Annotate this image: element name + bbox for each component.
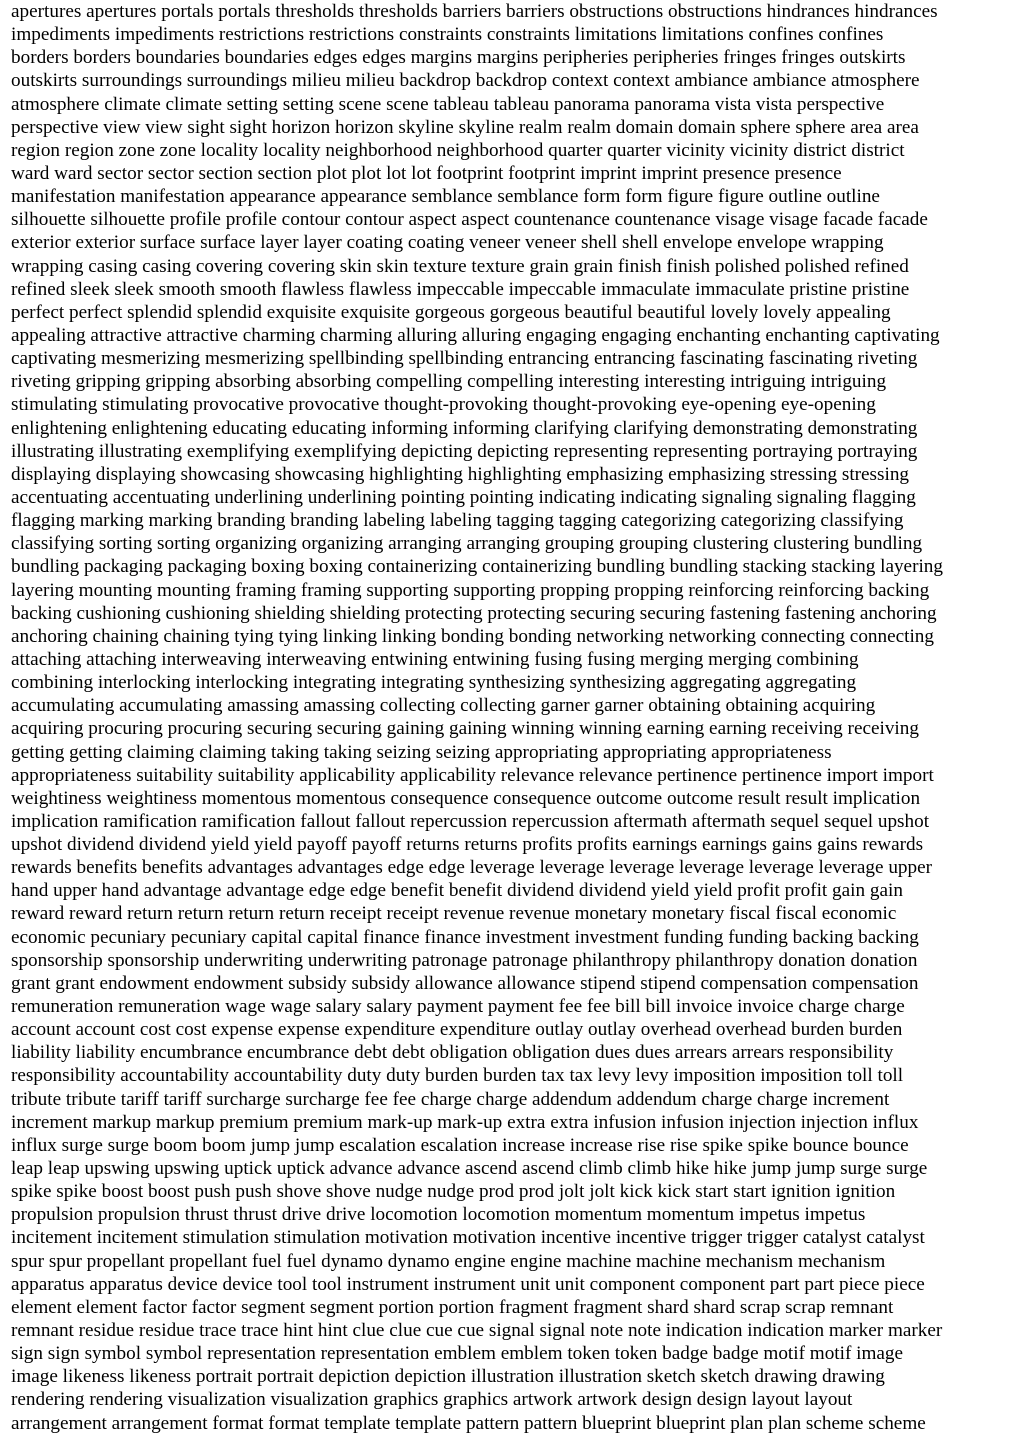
text-line: acquiring procuring procuring securing securing gaining gaining winning winning earning earning receiving receiving	[11, 718, 919, 740]
text-line: enlightening enlightening educating educating informing informing clarifying clarifying demonstrating demonstrating	[11, 417, 918, 439]
text-line: apparatus apparatus device device tool tool instrument instrument unit unit component component part part piece piece	[11, 1273, 925, 1295]
text-line: remuneration remuneration wage wage salary salary payment payment fee fee bill bill invoice invoice charge charge	[11, 996, 905, 1018]
text-line: liability liability encumbrance encumbrance debt debt obligation obligation dues dues arrears arrears responsibility	[11, 1042, 894, 1064]
text-line: spike spike boost boost push push shove shove nudge nudge prod prod jolt jolt kick kick start start ignition ignition	[11, 1181, 896, 1203]
text-line: sign sign symbol symbol representation representation emblem emblem token token badge badge motif motif image	[11, 1343, 904, 1365]
text-line: weightiness weightiness momentous momentous consequence consequence outcome outcome result result implication	[11, 787, 921, 809]
text-line: accumulating accumulating amassing amassing collecting collecting garner garner obtaining obtaining acquiring	[11, 695, 876, 717]
text-line: influx surge surge boom boom jump jump escalation escalation increase increase rise rise spike spike bounce bounce	[11, 1134, 909, 1156]
text-line: perfect perfect splendid splendid exquisite exquisite gorgeous gorgeous beautiful beautiful lovely lovely appealing	[11, 301, 891, 323]
text-line: layering mounting mounting framing framing supporting supporting propping propping reinforcing reinforcing backing	[11, 579, 930, 601]
text-line: appropriateness suitability suitability applicability applicability relevance relevance pertinence pertinence import import	[11, 764, 934, 786]
text-line: backing cushioning cushioning shielding shielding protecting protecting securing securing fastening fastening anchoring	[11, 602, 937, 624]
text-line: stimulating stimulating provocative provocative thought-provoking thought-provoking eye-opening eye-opening	[11, 394, 876, 416]
text-line: atmosphere climate climate setting setting scene scene tableau tableau panorama panorama vista vista perspective	[11, 93, 885, 115]
text-line: bundling packaging packaging boxing boxing containerizing containerizing bundling bundling stacking stacking layering	[11, 556, 943, 578]
text-line: reward reward return return return return receipt receipt revenue revenue monetary monetary fiscal fiscal economic	[11, 903, 897, 925]
text-line: implication ramification ramification fallout fallout repercussion repercussion aftermath aftermath sequel sequel upshot	[11, 810, 930, 832]
text-line: increment markup markup premium premium mark-up mark-up extra extra infusion infusion injection injection influx	[11, 1111, 919, 1133]
text-line: responsibility accountability accountability duty duty burden burden tax tax levy levy imposition imposition toll toll	[11, 1065, 904, 1087]
text-line: exterior exterior surface surface layer layer coating coating veneer veneer shell shell envelope envelope wrapping	[11, 232, 884, 254]
text-line: flagging marking marking branding branding labeling labeling tagging tagging categorizing categorizing classifying	[11, 510, 904, 532]
text-line: grant grant endowment endowment subsidy subsidy allowance allowance stipend stipend compensation compensation	[11, 972, 919, 994]
text-line: anchoring chaining chaining tying tying linking linking bonding bonding networking networking connecting connecting	[11, 625, 934, 647]
text-line: combining interlocking interlocking integrating integrating synthesizing synthesizing aggregating aggregating	[11, 672, 857, 694]
text-line: rewards benefits benefits advantages advantages edge edge leverage leverage leverage leverage leverage leverage upper	[11, 857, 933, 879]
text-line: impediments impediments restrictions restrictions constraints constraints limitations limitations confines confines	[11, 24, 884, 46]
text-line: hand upper hand advantage advantage edge edge benefit benefit dividend dividend yield yield profit profit gain gain	[11, 880, 903, 902]
text-line: displaying displaying showcasing showcasing highlighting highlighting emphasizing emphasizing stressing stressing	[11, 463, 910, 485]
text-line: remnant residue residue trace trace hint hint clue clue cue cue signal signal note note indication indication marker marker	[11, 1320, 943, 1342]
text-line: getting getting claiming claiming taking taking seizing seizing appropriating appropriating appropriateness	[11, 741, 832, 763]
text-line: economic pecuniary pecuniary capital capital finance finance investment investment funding funding backing backing	[11, 926, 919, 948]
text-line: appealing attractive attractive charming charming alluring alluring engaging engaging enchanting enchanting captivating	[11, 324, 940, 346]
text-line: manifestation manifestation appearance appearance semblance semblance form form figure figure outline outline	[11, 186, 880, 208]
text-line: apertures apertures portals portals thresholds thresholds barriers barriers obstructions obstructions hindrances hindrances	[11, 1, 938, 22]
text-line: borders borders boundaries boundaries edges edges margins margins peripheries peripheries fringes fringes outskirts	[11, 47, 906, 69]
text-line: rendering rendering visualization visualization graphics graphics artwork artwork design design layout layout	[11, 1389, 853, 1411]
text-line: outskirts surroundings surroundings milieu milieu backdrop backdrop context context ambiance ambiance atmosphere	[11, 70, 920, 92]
text-line: element element factor factor segment segment portion portion fragment fragment shard shard scrap scrap remnant	[11, 1296, 894, 1318]
text-line: wrapping casing casing covering covering skin skin texture texture grain grain finish finish polished polished refined	[11, 255, 909, 277]
text-line: upshot dividend dividend yield yield payoff payoff returns returns profits profits earnings earnings gains gains rewards	[11, 834, 924, 856]
text-line: perspective view view sight sight horizon horizon skyline skyline realm realm domain domain sphere sphere area area	[11, 116, 919, 138]
text-line: riveting gripping gripping absorbing absorbing compelling compelling interesting interesting intriguing intriguing	[11, 371, 887, 393]
text-line: sponsorship sponsorship underwriting underwriting patronage patronage philanthropy philanthropy donation donation	[11, 949, 918, 971]
text-line: incitement incitement stimulation stimulation motivation motivation incentive incentive trigger trigger catalyst catalyst	[11, 1227, 925, 1249]
text-line: region region zone zone locality locality neighborhood neighborhood quarter quarter vicinity vicinity district district	[11, 139, 905, 161]
text-line: leap leap upswing upswing uptick uptick advance advance ascend ascend climb climb hike hike jump jump surge surge	[11, 1158, 928, 1180]
text-line: accentuating accentuating underlining underlining pointing pointing indicating indicating signaling signaling flagging	[11, 486, 916, 508]
text-line: propulsion propulsion thrust thrust drive drive locomotion locomotion momentum momentum impetus impetus	[11, 1204, 866, 1226]
text-line: account account cost cost expense expense expenditure expenditure outlay outlay overhead overhead burden burden	[11, 1019, 903, 1041]
text-line: captivating mesmerizing mesmerizing spellbinding spellbinding entrancing entrancing fascinating fascinating riveting	[11, 348, 918, 370]
text-line: ward ward sector sector section section plot plot lot lot footprint footprint imprint imprint presence presence	[11, 162, 842, 184]
text-line: image likeness likeness portrait portrait depiction depiction illustration illustration sketch sketch drawing drawing	[11, 1366, 885, 1388]
text-line: attaching attaching interweaving interweaving entwining entwining fusing fusing merging merging combining	[11, 648, 859, 670]
text-line: illustrating illustrating exemplifying exemplifying depicting depicting representing representing portraying portraying	[11, 440, 918, 462]
text-line: classifying sorting sorting organizing organizing arranging arranging grouping grouping clustering clustering bundling	[11, 533, 923, 555]
text-line: tribute tribute tariff tariff surcharge surcharge fee fee charge charge addendum addendum charge charge increment	[11, 1088, 890, 1110]
text-line: spur spur propellant propellant fuel fuel dynamo dynamo engine engine machine machine mechanism mechanism	[11, 1250, 886, 1272]
text-line: arrangement arrangement format format template template pattern pattern blueprint blueprint plan plan scheme scheme	[11, 1412, 926, 1434]
text-line: silhouette silhouette profile profile contour contour aspect aspect countenance countenance visage visage facade facade	[11, 209, 928, 231]
text-line: refined sleek sleek smooth smooth flawless flawless impeccable impeccable immaculate immaculate pristine pristine	[11, 278, 910, 300]
